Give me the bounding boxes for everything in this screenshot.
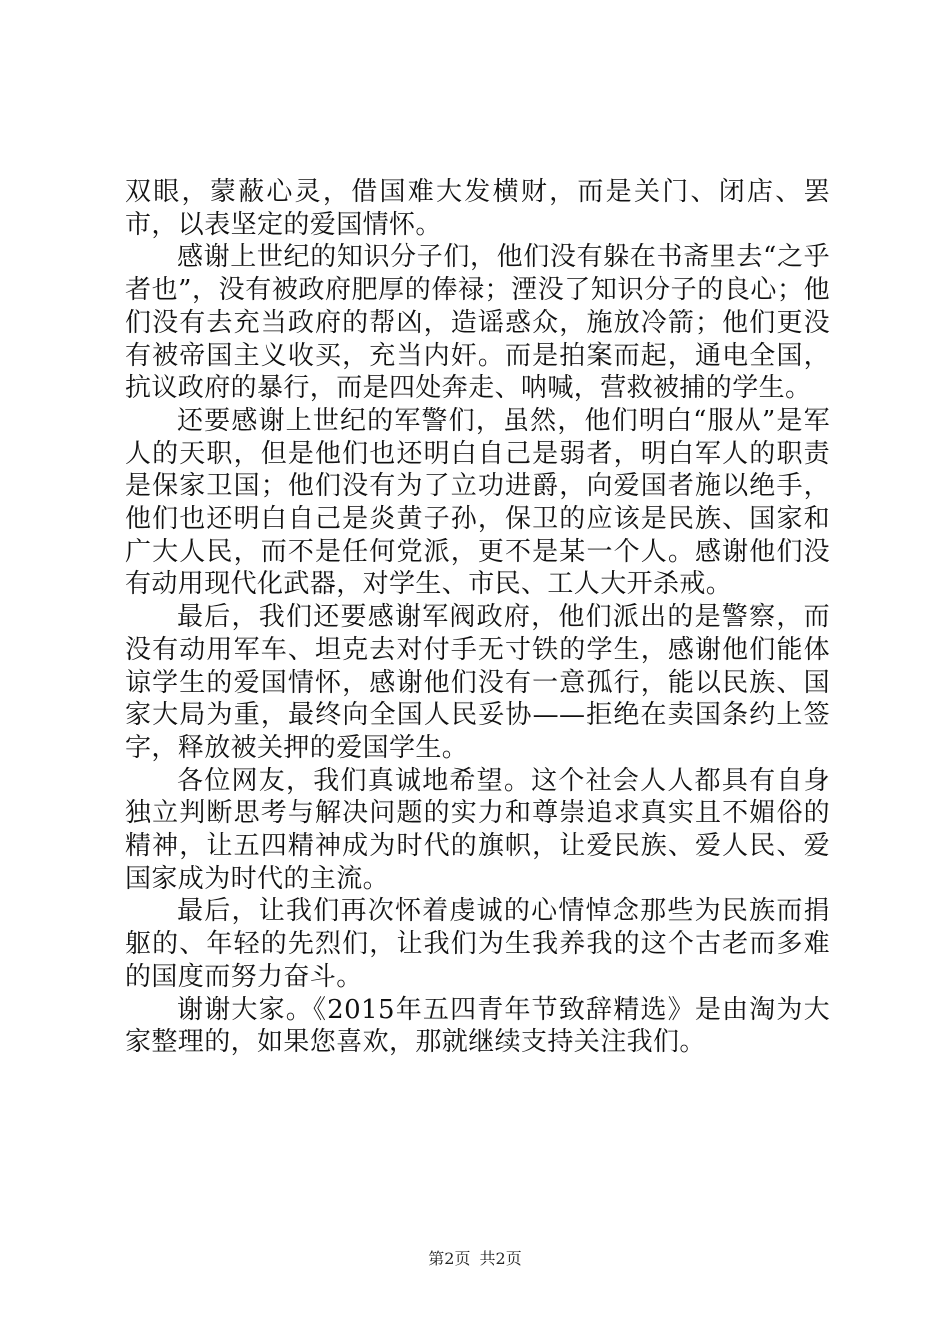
paragraph-2: 感谢上世纪的知识分子们，他们没有躲在书斋里去“之乎者也”，没有被政府肥厚的俸禄；湮没了知识分子的良心；他们没有去充当政府的帮凶，造谣惑众，施放冷箭；他们更没有被帝国主义收买，充当内奸。而是拍案而起，通电全国，抗议政府的暴行，而是四处奔走、呐喊，营救被捕的学生。 [125, 242, 830, 404]
paragraph-4: 最后，我们还要感谢军阀政府，他们派出的是警察，而没有动用军车、坦克去对付手无寸铁的学生，感谢他们能体谅学生的爱国情怀，感谢他们没有一意孤行，能以民族、国家大局为重，最终向全国人民妥协——拒绝在卖国条约上签字，释放被关押的爱国学生。 [125, 602, 830, 763]
paragraph-1: 双眼，蒙蔽心灵，借国难大发横财，而是关门、闭店、罢市，以表坚定的爱国情怀。 [125, 177, 830, 240]
paragraph-3: 还要感谢上世纪的军警们，虽然，他们明白“服从”是军人的天职，但是他们也还明白自己是弱者，明白军人的职责是保家卫国；他们没有为了立功进爵，向爱国者施以绝手，他们也还明白自己是炎黄子孙，保卫的应该是民族、国家和广大人民，而不是任何党派，更不是某一个人。感谢他们没有动用现代化武器，对学生、市民、工人大开杀戒。 [125, 405, 830, 600]
paragraph-5: 各位网友，我们真诚地希望。这个社会人人都具有自身独立判断思考与解决问题的实力和尊崇追求真实且不媚俗的精神，让五四精神成为时代的旗帜，让爱民族、爱人民、爱国家成为时代的主流。 [125, 765, 830, 894]
page-number: 第2页 [428, 1249, 471, 1268]
page-footer [0, 1246, 950, 1269]
page-total: 共2页 [479, 1249, 522, 1268]
document-body [125, 176, 830, 1059]
paragraph-6: 最后，让我们再次怀着虔诚的心情悼念那些为民族而捐躯的、年轻的先烈们，让我们为生我养我的这个古老而多难的国度而努力奋斗。 [125, 896, 830, 992]
paragraph-7: 谢谢大家。《2015年五四青年节致辞精选》是由淘为大家整理的，如果您喜欢，那就继续支持关注我们。 [125, 994, 830, 1058]
